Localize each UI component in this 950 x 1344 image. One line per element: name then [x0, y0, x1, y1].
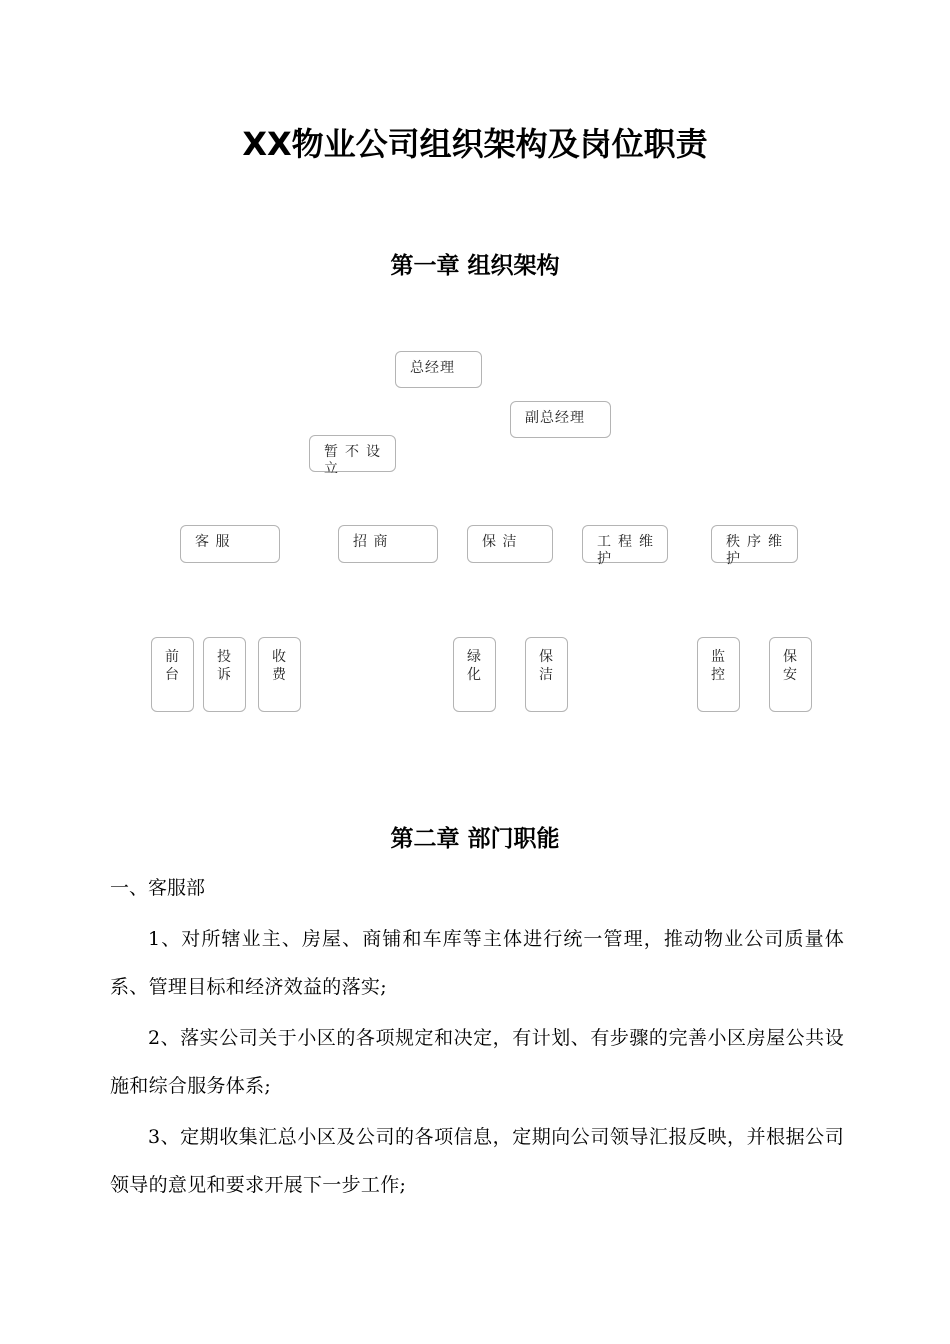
org-box-deputy-general-manager: [510, 401, 611, 438]
org-label-deputy-general-manager: 副总经理: [525, 410, 585, 426]
org-box-cleaning-dept: [467, 525, 553, 563]
org-box-front-desk: [151, 637, 194, 712]
paragraph-2: 2、落实公司关于小区的各项规定和决定，有计划、有步骤的完善小区房屋公共设施和综合服务体系;: [110, 1027, 844, 1097]
org-label-security: 保安: [783, 649, 797, 683]
org-box-customer-service: [180, 525, 280, 563]
org-box-not-established: [309, 435, 396, 477]
org-box-cleaning-unit: [525, 637, 568, 712]
paragraph-3: 3、定期收集汇总小区及公司的各项信息，定期向公司领导汇报反映，并根据公司领导的意见和要求开展下一步工作;: [110, 1126, 844, 1196]
org-box-general-manager: [395, 351, 482, 388]
org-box-engineering: [582, 525, 668, 567]
org-label-monitoring: 监控: [711, 649, 725, 683]
org-box-fees: [258, 637, 301, 712]
document-title: XX物业公司组织架构及岗位职责: [242, 125, 708, 163]
org-box-investment: [338, 525, 438, 563]
org-label-engineering: 工程维护: [597, 534, 660, 567]
org-label-customer-service: 客 服: [195, 534, 231, 550]
section-customer-service-heading: 一、客服部: [110, 877, 206, 899]
org-label-cleaning-unit: 保洁: [539, 649, 553, 683]
org-label-cleaning-dept: 保 洁: [482, 534, 518, 550]
paragraph-1: 1、对所辖业主、房屋、商铺和车库等主体进行统一管理，推动物业公司质量体系、管理目标和经济效益的落实;: [110, 928, 844, 998]
chapter-2-title: 第二章 部门职能: [390, 826, 560, 852]
org-box-complaints: [203, 637, 246, 712]
org-label-complaints: 投诉: [217, 649, 231, 683]
org-label-not-established: 暂不设立: [324, 444, 387, 477]
org-label-greening: 绿化: [467, 649, 481, 683]
org-box-monitoring: [697, 637, 740, 712]
org-label-order-maintenance: 秩序维护: [726, 534, 789, 567]
org-label-general-manager: 总经理: [410, 360, 455, 376]
org-label-front-desk: 前台: [165, 649, 179, 683]
org-box-security: [769, 637, 812, 712]
org-label-fees: 收费: [272, 649, 286, 683]
org-box-order-maintenance: [711, 525, 798, 567]
org-box-greening: [453, 637, 496, 712]
org-label-investment: 招 商: [353, 534, 389, 550]
chapter-1-title: 第一章 组织架构: [390, 253, 560, 279]
